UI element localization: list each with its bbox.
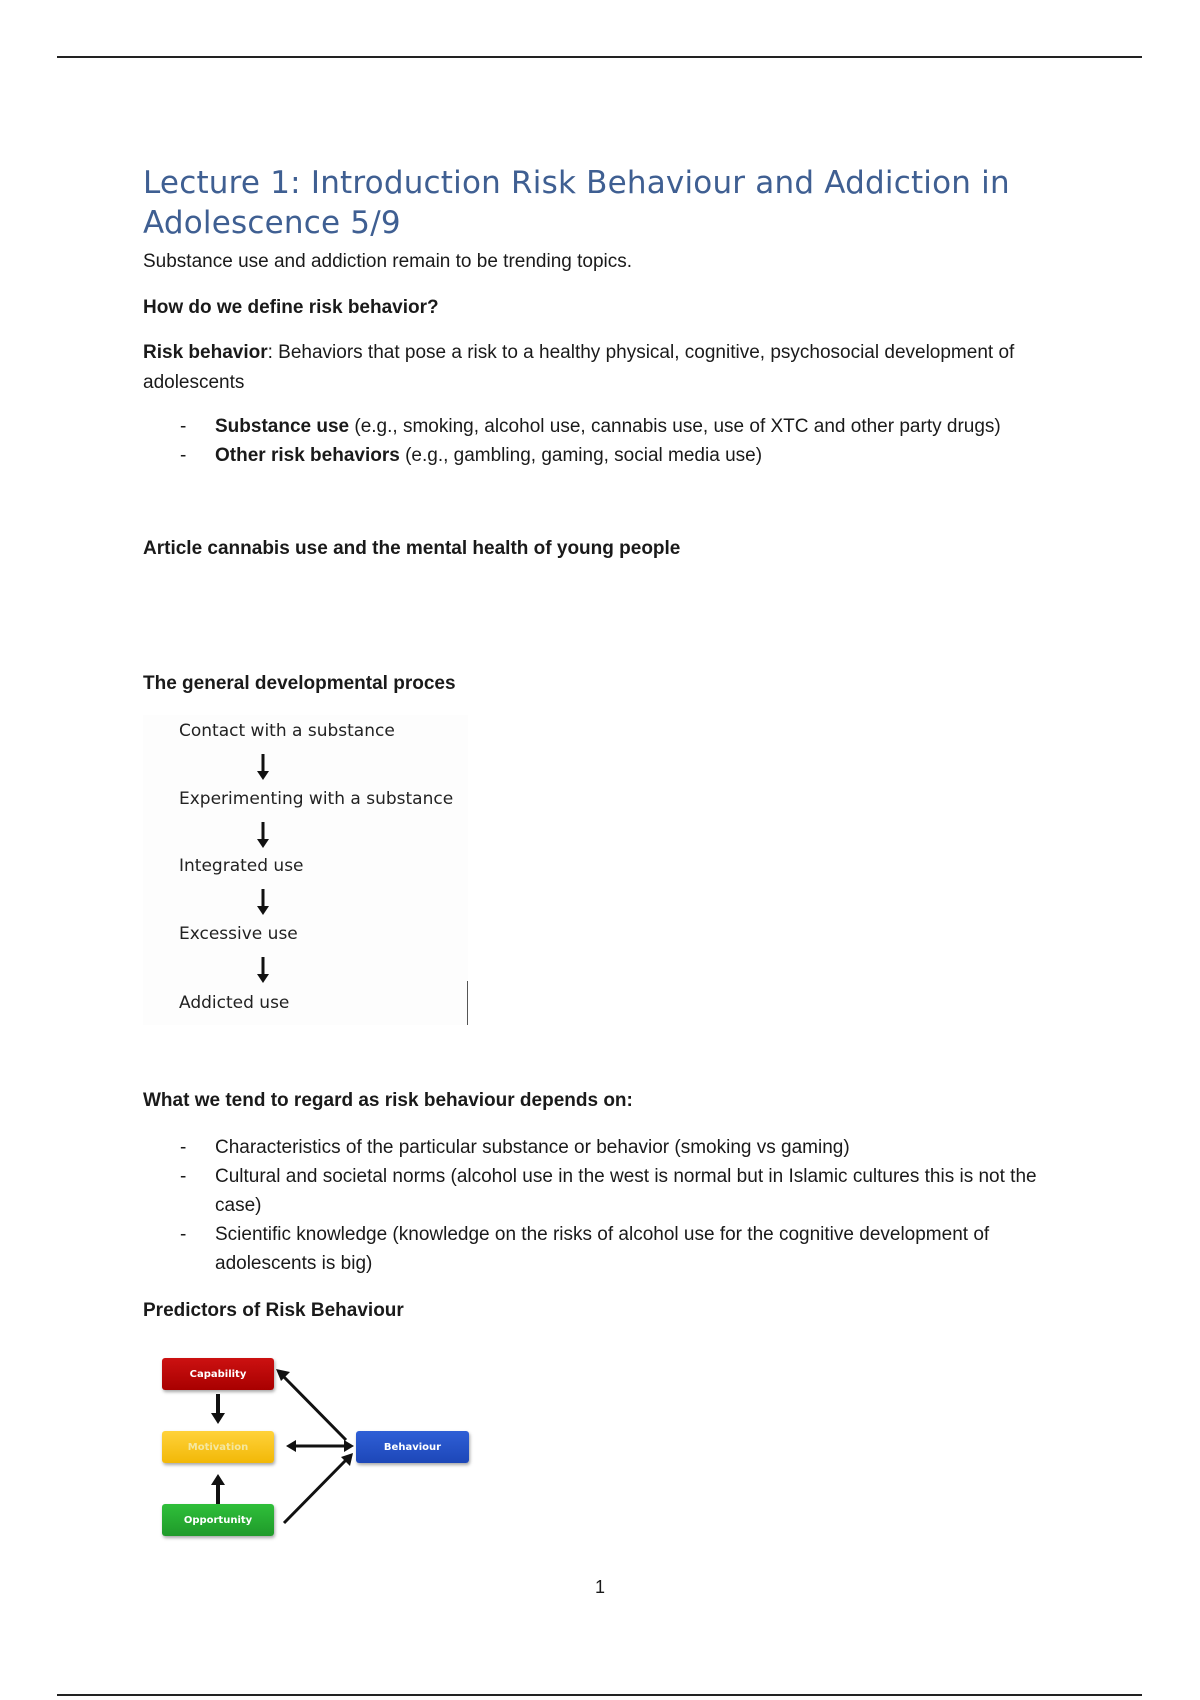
developmental-process-figure	[143, 715, 468, 1025]
down-arrow-icon	[255, 956, 271, 984]
definition-term: Risk behavior	[143, 342, 268, 363]
list-item	[143, 1162, 1063, 1220]
definition-text: : Behaviors that pose a risk to a healthy physical, cognitive, psychosocial development of adolescents	[143, 342, 1015, 393]
motivation-box: Motivation	[162, 1431, 274, 1463]
bullet-dash: -	[180, 416, 187, 437]
process-step-integrated: Integrated use	[179, 856, 304, 876]
figure-edge-line	[467, 981, 468, 1025]
arrowhead	[344, 1440, 354, 1452]
bullet-dash: -	[180, 445, 187, 466]
predictors-heading: Predictors of Risk Behaviour	[143, 1300, 404, 1321]
down-arrow-icon	[255, 888, 271, 916]
examples-list	[143, 412, 1063, 470]
example-term: Other risk behaviors	[215, 445, 400, 466]
process-heading: The general developmental proces	[143, 673, 456, 694]
depends-heading: What we tend to regard as risk behaviour depends on:	[143, 1090, 633, 1111]
arrowhead	[211, 1474, 225, 1485]
article-heading: Article cannabis use and the mental health of young people	[143, 538, 681, 559]
down-arrow-icon	[255, 753, 271, 781]
opportunity-box: Opportunity	[162, 1504, 274, 1536]
definition-question: How do we define risk behavior?	[143, 297, 439, 318]
arrowhead	[286, 1440, 296, 1452]
process-step-addicted: Addicted use	[179, 993, 290, 1013]
process-step-experimenting: Experimenting with a substance	[179, 789, 454, 809]
depends-text: Scientific knowledge (knowledge on the risks of alcohol use for the cognitive development of adolescents is big)	[215, 1224, 990, 1274]
arrow-opportunity-behaviour	[284, 1460, 346, 1523]
process-step-contact: Contact with a substance	[179, 721, 395, 741]
down-arrow-icon	[255, 821, 271, 849]
capability-box: Capability	[162, 1358, 274, 1390]
list-item	[143, 1220, 1063, 1278]
process-step-excessive: Excessive use	[179, 924, 298, 944]
example-text: (e.g., gambling, gaming, social media use)	[399, 445, 763, 466]
depends-text: Characteristics of the particular substance or behavior (smoking vs gaming)	[215, 1137, 850, 1158]
bullet-dash: -	[180, 1137, 187, 1158]
arrowhead	[211, 1413, 225, 1424]
definition-paragraph	[143, 338, 1043, 398]
depends-text: Cultural and societal norms (alcohol use in the west is normal but in Islamic cultures this is not the case)	[215, 1166, 1037, 1216]
bullet-dash: -	[180, 1166, 187, 1187]
list-item	[143, 412, 1063, 441]
example-term: Substance use	[215, 416, 350, 437]
intro-text: Substance use and addiction remain to be trending topics.	[143, 251, 633, 272]
behaviour-box: Behaviour	[356, 1431, 469, 1463]
list-item	[143, 1133, 1063, 1162]
footer-rule	[57, 1694, 1142, 1696]
arrow-capability-behaviour	[284, 1377, 346, 1440]
bullet-dash: -	[180, 1224, 187, 1245]
list-item	[143, 441, 1063, 470]
header-rule	[57, 56, 1142, 58]
page-title: Lecture 1: Introduction Risk Behaviour and Addiction in Adolescence 5/9	[143, 165, 1010, 241]
page-number: 1	[594, 1577, 605, 1597]
example-text: (e.g., smoking, alcohol use, cannabis use, use of XTC and other party drugs)	[349, 416, 1001, 437]
depends-list	[143, 1133, 1063, 1278]
predictors-model-figure	[160, 1350, 480, 1540]
